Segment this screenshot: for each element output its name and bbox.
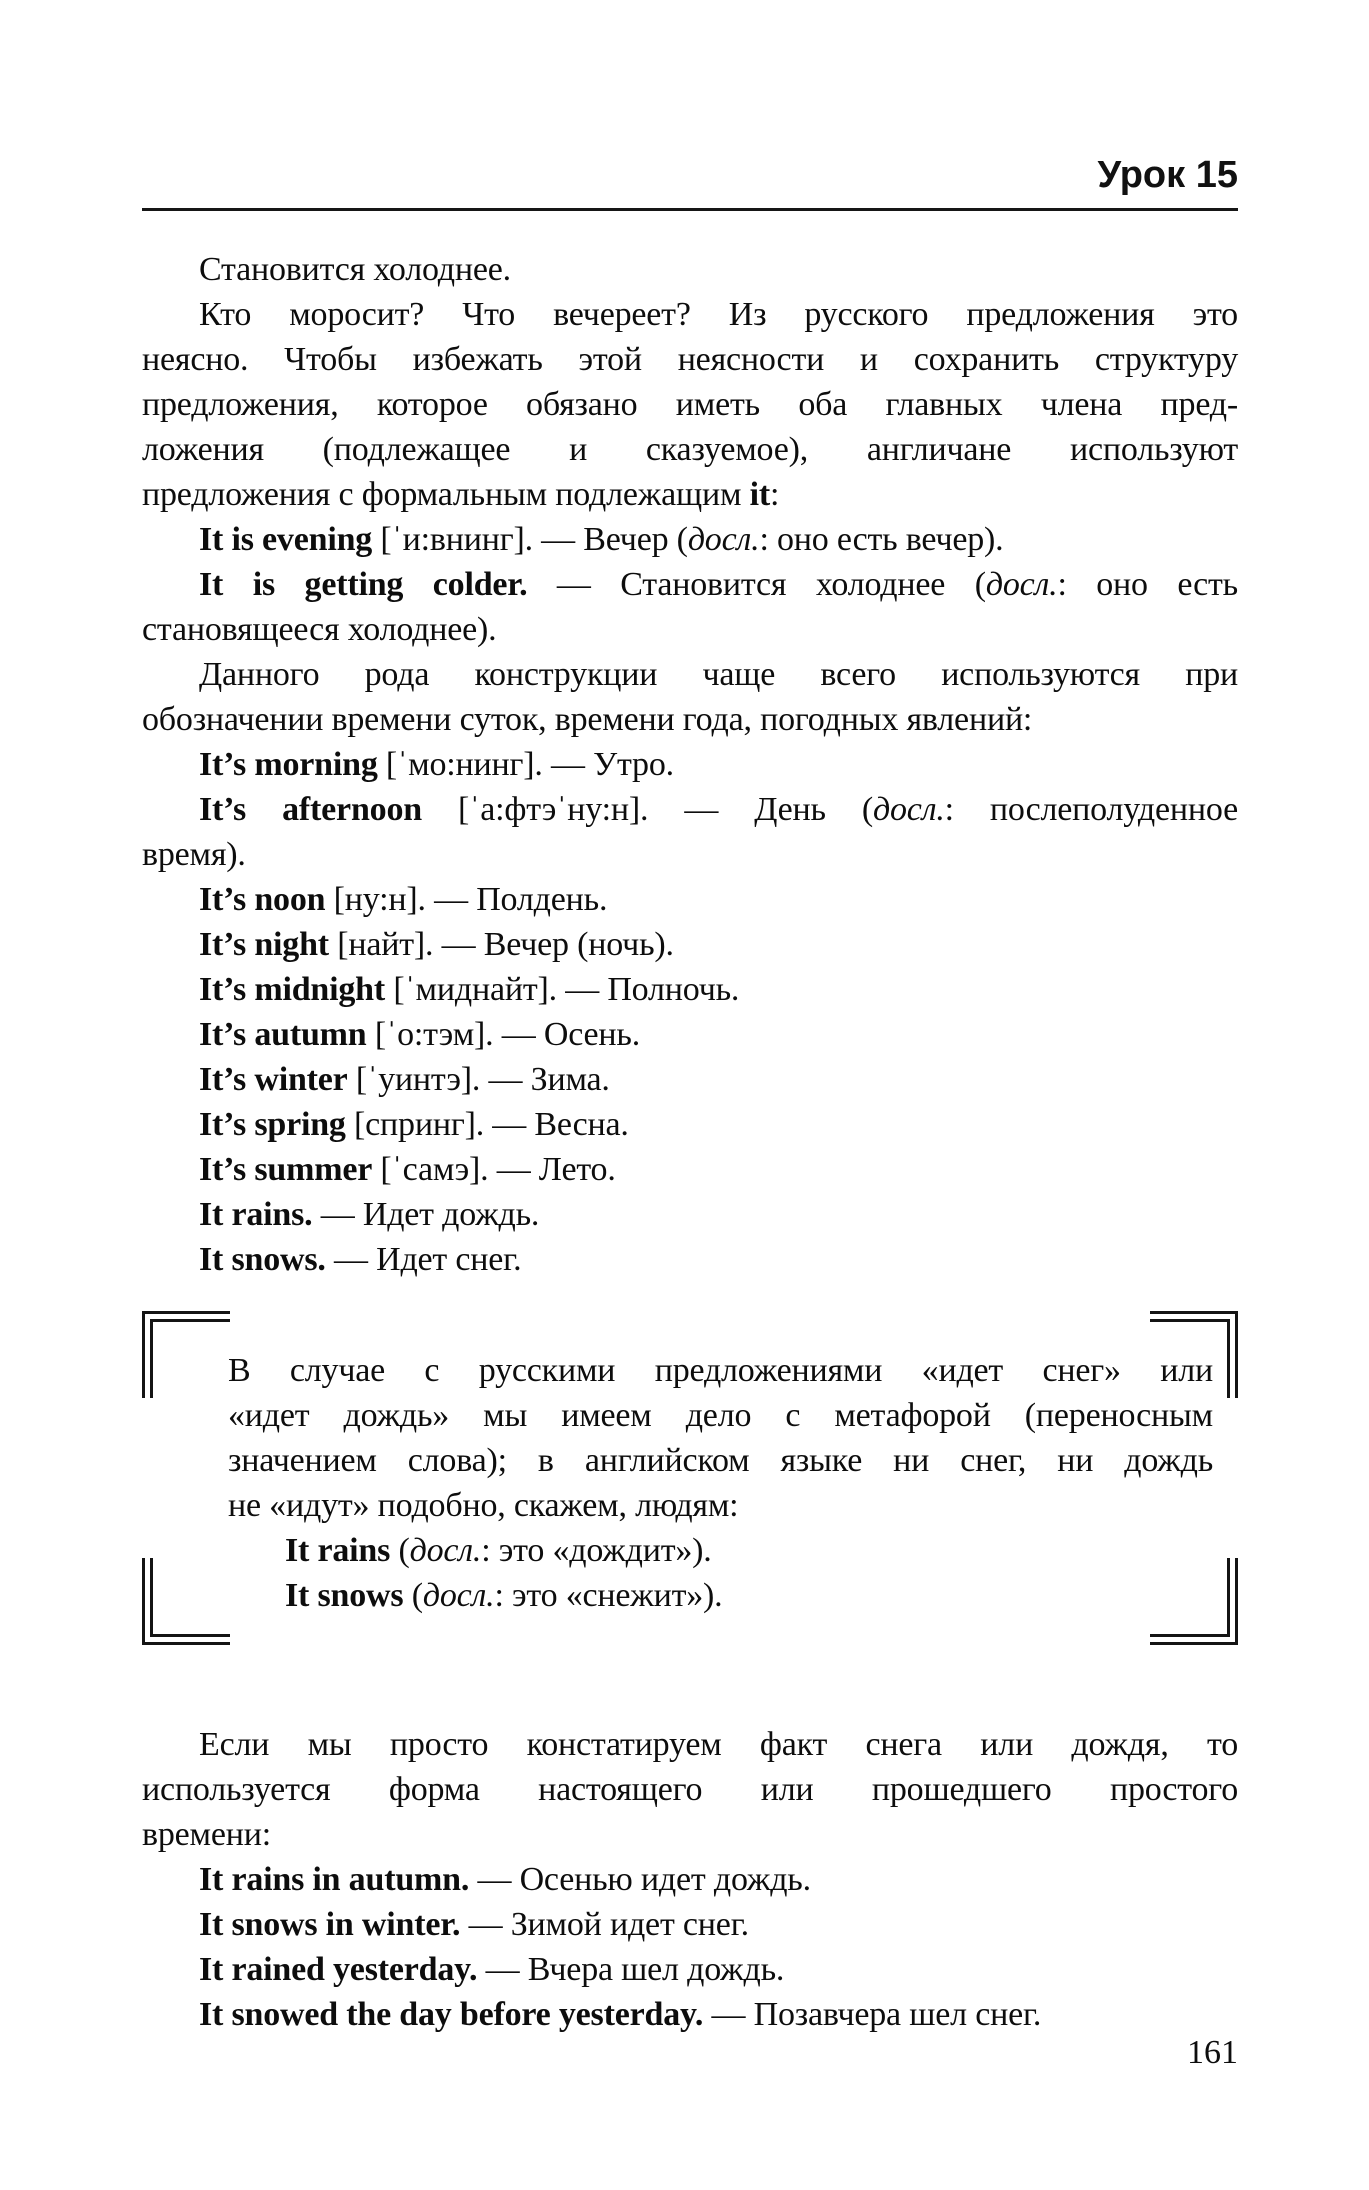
text-line [142, 517, 1238, 562]
english-phrase: It’s night [199, 926, 329, 963]
text-run: [ˈа:фтэˈну:н]. — День ( [421, 791, 873, 828]
text-run: [ˈо:тэм]. — Осень. [366, 1016, 641, 1053]
english-phrase: It snows in winter. [199, 1906, 461, 1943]
text-run: ( [390, 1532, 410, 1569]
page-number: 161 [1187, 2034, 1238, 2071]
text-run: времени: [142, 1816, 271, 1853]
english-phrase: It snows. [199, 1241, 326, 1278]
text-line [228, 1528, 1213, 1573]
text-line [142, 1102, 1238, 1147]
text-line [142, 1857, 1238, 1902]
text-line [142, 742, 1238, 787]
header-rule [142, 208, 1238, 211]
text-line [142, 337, 1238, 382]
text-run: Кто моросит? Что вечереет? Из русского предложения это [199, 296, 1238, 333]
text-run: становящееся холоднее). [142, 611, 497, 648]
text-line [142, 1147, 1238, 1192]
text-line [142, 967, 1238, 1012]
text-line [142, 607, 1238, 652]
text-run: — Становится холоднее ( [527, 566, 986, 603]
text-run: [ˈуинтэ]. — Зима. [347, 1061, 610, 1098]
text-run: неясно. Чтобы избежать этой неясности и сохранить структуру [142, 341, 1238, 378]
text-line [228, 1348, 1213, 1393]
english-phrase: It’s midnight [199, 971, 386, 1008]
english-phrase: It’s winter [199, 1061, 348, 1098]
literal-abbrev: досл. [422, 1577, 495, 1614]
english-phrase: It rained yesterday. [199, 1951, 478, 1988]
english-phrase: It’s noon [199, 881, 326, 918]
note-box [142, 1311, 1238, 1645]
text-run: [ˈмиднайт]. — Полночь. [385, 971, 740, 1008]
text-line [142, 652, 1238, 697]
text-run: : оно есть [1057, 566, 1238, 603]
text-line [142, 832, 1238, 877]
english-phrase: It snows [285, 1577, 404, 1614]
corner-bracket-top-left-icon [142, 1311, 230, 1398]
text-line [228, 1573, 1213, 1618]
text-run: : [769, 476, 780, 513]
english-phrase: It rains in autumn. [199, 1861, 470, 1898]
text-line [142, 562, 1238, 607]
text-line [142, 247, 1238, 292]
text-run: обозначении времени суток, времени года, погодных явлений: [142, 701, 1033, 738]
text-run: время). [142, 836, 246, 873]
text-run: предложения с формальным подлежащим [142, 476, 750, 513]
text-run: ложения (подлежащее и сказуемое), англичане используют [142, 431, 1238, 468]
text-run: Становится холоднее. [199, 251, 511, 288]
text-run: [спринг]. — Весна. [345, 1106, 629, 1143]
text-run: : оно есть вечер). [759, 521, 1004, 558]
text-line [142, 1012, 1238, 1057]
text-run: В случае с русскими предложениями «идет снег» или [228, 1352, 1213, 1389]
english-phrase: It is evening [199, 521, 373, 558]
text-line [142, 877, 1238, 922]
lesson-header: Урок 15 [1097, 154, 1238, 196]
text-run: используется форма настоящего или прошедшего простого [142, 1771, 1238, 1808]
text-run: : это «снежит»). [494, 1577, 723, 1614]
literal-abbrev: досл. [687, 521, 760, 558]
english-phrase: It rains [285, 1532, 391, 1569]
english-phrase: It’s afternoon [199, 791, 422, 828]
text-line [142, 1722, 1238, 1767]
text-run: [ˈсамэ]. — Лето. [372, 1151, 616, 1188]
literal-abbrev: досл. [985, 566, 1058, 603]
text-line [142, 1812, 1238, 1857]
text-run: [ˈмо:нинг]. — Утро. [377, 746, 674, 783]
text-run: — Зимой идет снег. [460, 1906, 749, 1943]
body-text [142, 247, 1238, 1282]
page-content [142, 0, 1238, 2190]
text-run: [ну:н]. — Полдень. [325, 881, 608, 918]
text-line [142, 427, 1238, 472]
english-phrase: It’s summer [199, 1151, 373, 1188]
text-line [142, 1992, 1238, 2037]
text-line [142, 1767, 1238, 1812]
text-line [228, 1438, 1213, 1483]
english-phrase: It rains. [199, 1196, 313, 1233]
text-line [142, 787, 1238, 832]
text-line [142, 922, 1238, 967]
text-line [142, 292, 1238, 337]
text-line [228, 1393, 1213, 1438]
text-line [142, 1947, 1238, 1992]
text-run: — Вчера шел дождь. [477, 1951, 785, 1988]
note-text [228, 1348, 1213, 1618]
text-line [142, 1057, 1238, 1102]
text-line [142, 697, 1238, 742]
english-phrase: It snowed the day before yesterday. [199, 1996, 704, 2033]
english-phrase: it [749, 476, 770, 513]
text-run: значением слова); в английском языке ни снег, ни дождь [228, 1442, 1213, 1479]
text-run: — Осенью идет дождь. [469, 1861, 811, 1898]
text-run: «идет дождь» мы имеем дело с метафорой (переносным [228, 1397, 1213, 1434]
text-line [142, 382, 1238, 427]
corner-bracket-bottom-left-icon [142, 1558, 230, 1645]
text-run: [ˈи:внинг]. — Вечер ( [372, 521, 688, 558]
text-run: — Позавчера шел снег. [703, 1996, 1042, 2033]
text-run: Данного рода конструкции чаще всего используются при [199, 656, 1238, 693]
english-phrase: It’s spring [199, 1106, 346, 1143]
english-phrase: It’s morning [199, 746, 378, 783]
text-line [228, 1483, 1213, 1528]
text-line [142, 1237, 1238, 1282]
text-run: ( [403, 1577, 423, 1614]
text-run: Если мы просто констатируем факт снега или дождя, то [199, 1726, 1238, 1763]
text-run: — Идет дождь. [312, 1196, 540, 1233]
text-run: [найт]. — Вечер (ночь). [328, 926, 674, 963]
closing-text [142, 1722, 1238, 2037]
text-run: предложения, которое обязано иметь оба главных члена пред- [142, 386, 1238, 423]
text-line [142, 1192, 1238, 1237]
english-phrase: It’s autumn [199, 1016, 367, 1053]
text-run: : послеполуденное [944, 791, 1238, 828]
literal-abbrev: досл. [409, 1532, 482, 1569]
literal-abbrev: досл. [873, 791, 945, 828]
text-run: не «идут» подобно, скажем, людям: [228, 1487, 739, 1524]
text-run: : это «дождит»). [481, 1532, 712, 1569]
text-line [142, 1902, 1238, 1947]
text-line [142, 472, 1238, 517]
text-run: — Идет снег. [325, 1241, 522, 1278]
english-phrase: It is getting colder. [199, 566, 528, 603]
